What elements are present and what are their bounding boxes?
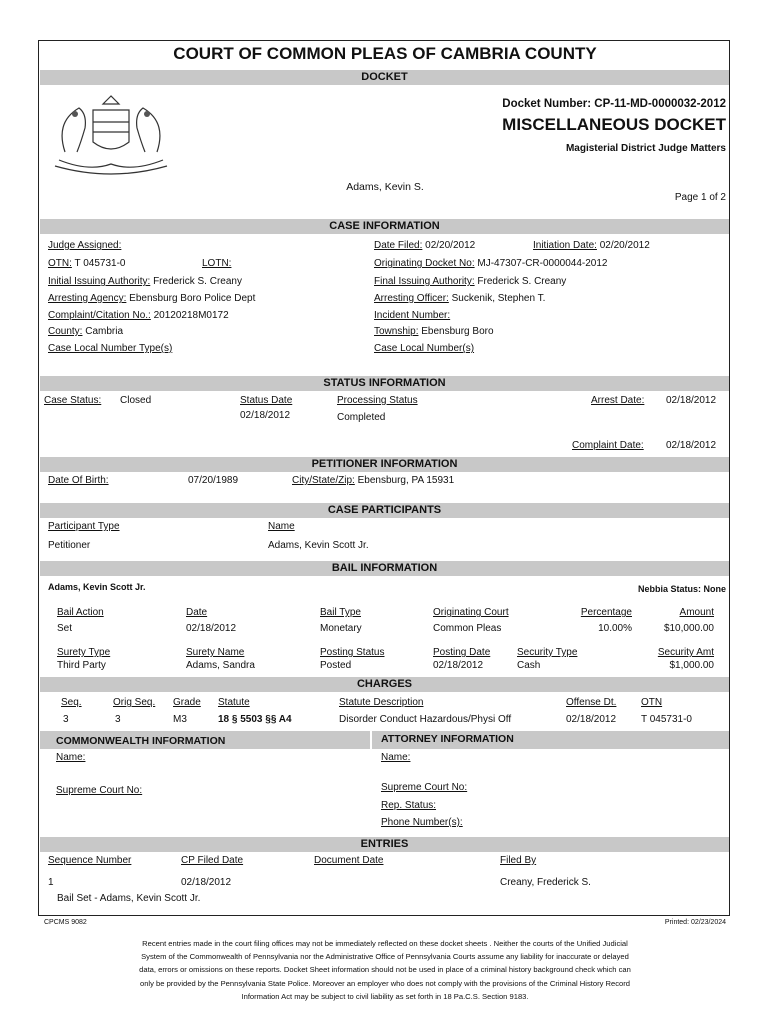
dob-value: 07/20/1989	[188, 475, 239, 486]
entry-seq: 1	[48, 877, 54, 888]
bail-value: Set	[57, 623, 73, 634]
docket-subtitle: Magisterial District Judge Matters	[565, 143, 726, 154]
disclaimer	[0, 937, 770, 1003]
dob-label: Date Of Birth:	[48, 475, 109, 486]
initial-authority-row	[48, 276, 242, 287]
surety-value: Cash	[517, 660, 541, 671]
charges-title: CHARGES	[356, 678, 412, 690]
surety-value: Posted	[320, 660, 352, 671]
initial-authority-value: Frederick S. Creany	[153, 276, 242, 287]
attorney-supreme-label: Supreme Court No:	[381, 782, 468, 793]
bail-value: Common Pleas	[433, 623, 502, 634]
form-id: CPCMS 9082	[44, 919, 87, 926]
entries-header: Filed By	[500, 855, 537, 866]
status-info-bar	[40, 376, 729, 391]
disclaimer-line: only be provided by the Pennsylvania State Police. Moreover an employer who does not comply with the provisions of the Criminal History Record	[139, 978, 631, 988]
bail-name: Adams, Kevin Scott Jr.	[48, 582, 146, 592]
participant-name-value: Adams, Kevin Scott Jr.	[268, 540, 369, 551]
charge-header: Statute	[218, 697, 250, 708]
surety-header: Security Amt	[657, 647, 714, 658]
pennsylvania-seal-icon	[45, 92, 177, 176]
complaint-date-label: Complaint Date:	[572, 440, 644, 451]
participant-type-label: Participant Type	[48, 521, 120, 532]
entries-title: ENTRIES	[360, 838, 409, 850]
date-filed-label: Date Filed:	[374, 240, 423, 251]
charge-value: 3	[63, 714, 69, 725]
surety-header: Surety Type	[57, 647, 111, 658]
date-filed-value: 02/20/2012	[425, 240, 476, 251]
orig-docket-label: Originating Docket No:	[374, 258, 475, 269]
case-info-title: CASE INFORMATION	[329, 220, 440, 232]
charge-value: 3	[115, 714, 121, 725]
entry-cp-date: 02/18/2012	[181, 877, 232, 888]
disclaimer-line: System of the Commonwealth of Pennsylvania nor the Administrative Office of Pennsylvania Courts assume any liability for inaccurate or delayed	[141, 952, 629, 962]
orig-docket-row	[374, 258, 607, 269]
bail-value: $10,000.00	[663, 623, 714, 634]
nebbia-status: Nebbia Status: None	[637, 584, 726, 594]
arresting-agency-row	[48, 293, 255, 304]
final-authority-value: Frederick S. Creany	[477, 276, 567, 287]
county-value: Cambria	[85, 326, 124, 337]
docket-number: Docket Number: CP-11-MD-0000032-2012	[502, 98, 726, 110]
surety-header: Posting Date	[433, 647, 491, 658]
bail-header: Amount	[679, 607, 714, 618]
commonwealth-title: COMMONWEALTH INFORMATION	[56, 735, 226, 747]
petitioner-info-title: PETITIONER INFORMATION	[311, 458, 458, 470]
charge-value: T 045731-0	[641, 714, 692, 725]
docket-type: MISCELLANEOUS DOCKET	[502, 115, 726, 134]
complaint-value: 20120218M0172	[153, 310, 229, 321]
entry-filed-by: Creany, Frederick S.	[500, 877, 591, 888]
final-authority-row	[374, 276, 566, 287]
printed-date: Printed: 02/23/2024	[664, 919, 726, 926]
attorney-name-label: Name:	[381, 752, 411, 763]
entries-bar	[40, 837, 729, 852]
entries-header: Document Date	[314, 855, 384, 866]
docket-bar	[40, 70, 729, 85]
charge-header: Offense Dt.	[566, 697, 617, 708]
page-number: Page 1 of 2	[674, 192, 726, 203]
bail-bar	[40, 561, 729, 576]
docket-label: DOCKET	[361, 71, 408, 83]
charge-header: Statute Description	[339, 697, 424, 708]
bail-header: Date	[186, 607, 208, 618]
initiation-row	[533, 240, 650, 251]
bail-header: Bail Action	[57, 607, 104, 618]
surety-value: 02/18/2012	[433, 660, 484, 671]
arresting-officer-value: Suckenik, Stephen T.	[451, 293, 546, 304]
bail-header: Percentage	[580, 607, 632, 618]
charge-value: 18 § 5503 §§ A4	[218, 714, 292, 725]
case-status-label: Case Status:	[44, 395, 102, 406]
entry-description: Bail Set - Adams, Kevin Scott Jr.	[57, 893, 201, 904]
case-local-number-label: Case Local Number(s)	[374, 343, 475, 354]
bail-value: 10.00%	[598, 623, 632, 634]
charge-value: 02/18/2012	[566, 714, 617, 725]
disclaimer-line: Information Act may be subject to civil liability as set forth in 18 Pa.C.S. Section 9183.	[241, 991, 529, 1001]
township-label: Township:	[374, 326, 419, 337]
status-date-label: Status Date	[240, 395, 293, 406]
bail-header: Originating Court	[433, 607, 509, 618]
attorney-title: ATTORNEY INFORMATION	[381, 733, 514, 745]
bail-title: BAIL INFORMATION	[331, 562, 438, 574]
surety-value: Adams, Sandra	[186, 660, 255, 671]
participants-title: CASE PARTICIPANTS	[327, 504, 442, 516]
attorney-rep-label: Rep. Status:	[381, 800, 437, 811]
township-value: Ebensburg Boro	[421, 326, 494, 337]
arresting-agency-label: Arresting Agency:	[48, 293, 127, 304]
initiation-label: Initiation Date:	[533, 240, 597, 251]
disclaimer-line: Recent entries made in the court filing offices may not be immediately reflected on these docket sheets . Neither the courts of the Unified Judicial	[142, 939, 628, 948]
initiation-value: 02/20/2012	[599, 240, 650, 251]
final-authority-label: Final Issuing Authority:	[374, 276, 475, 287]
status-date-value: 02/18/2012	[240, 410, 291, 421]
complaint-label: Complaint/Citation No.:	[48, 310, 151, 321]
csz-label: City/State/Zip:	[292, 475, 355, 486]
otn-label: OTN:	[48, 258, 72, 269]
incident-label: Incident Number:	[374, 310, 451, 321]
complaint-date-value: 02/18/2012	[666, 440, 717, 451]
party-name: Adams, Kevin S.	[346, 181, 424, 193]
csz-value: Ebensburg, PA 15931	[357, 475, 455, 486]
surety-header: Posting Status	[320, 647, 385, 658]
arrest-date-label: Arrest Date:	[591, 395, 645, 406]
surety-header: Surety Name	[186, 647, 245, 658]
date-filed-row	[374, 240, 475, 251]
complaint-row	[48, 310, 229, 321]
arresting-officer-row	[374, 293, 545, 304]
charge-header: Orig Seq.	[113, 697, 156, 708]
judge-label: Judge Assigned:	[48, 240, 122, 251]
township-row	[374, 326, 494, 337]
case-local-type-label: Case Local Number Type(s)	[48, 343, 173, 354]
county-row	[48, 326, 123, 337]
initial-authority-label: Initial Issuing Authority:	[48, 276, 151, 287]
petitioner-info-bar	[40, 457, 729, 472]
arrest-date-value: 02/18/2012	[666, 395, 717, 406]
attorney-phone-label: Phone Number(s):	[381, 817, 463, 828]
processing-value: Completed	[337, 412, 386, 423]
lotn-label: LOTN:	[202, 258, 232, 269]
county-label: County:	[48, 326, 83, 337]
entries-header: Sequence Number	[48, 855, 132, 866]
case-status-value: Closed	[120, 395, 152, 406]
disclaimer-line: data, errors or omissions on these reports. Docket Sheet information should not be used in place of a criminal history background check which can	[139, 965, 631, 975]
entries-header: CP Filed Date	[181, 855, 244, 866]
charge-header: Grade	[173, 697, 201, 708]
case-info-bar	[40, 219, 729, 234]
status-info-title: STATUS INFORMATION	[323, 377, 446, 389]
charge-header: Seq.	[61, 697, 82, 708]
charge-value: Disorder Conduct Hazardous/Physi Off	[339, 714, 512, 725]
participants-bar	[40, 503, 729, 518]
court-title: COURT OF COMMON PLEAS OF CAMBRIA COUNTY	[173, 44, 597, 63]
arresting-officer-label: Arresting Officer:	[374, 293, 449, 304]
participant-name-label: Name	[268, 521, 295, 532]
otn-value: T 045731-0	[74, 258, 126, 269]
csz-row	[292, 475, 454, 486]
bail-header: Bail Type	[320, 607, 361, 618]
participant-type-value: Petitioner	[48, 540, 91, 551]
charge-value: M3	[173, 714, 187, 725]
arresting-agency-value: Ebensburg Boro Police Dept	[129, 293, 256, 304]
charges-bar	[40, 677, 729, 692]
bail-value: Monetary	[320, 623, 362, 634]
otn-row	[48, 258, 125, 269]
surety-value: $1,000.00	[669, 660, 714, 671]
surety-header: Security Type	[517, 647, 578, 658]
orig-docket-value: MJ-47307-CR-0000044-2012	[477, 258, 608, 269]
charge-header: OTN	[641, 697, 663, 708]
surety-value: Third Party	[57, 660, 106, 671]
bail-value: 02/18/2012	[186, 623, 237, 634]
commonwealth-supreme-label: Supreme Court No:	[56, 785, 143, 796]
processing-label: Processing Status	[337, 395, 418, 406]
commonwealth-name-label: Name:	[56, 752, 86, 763]
